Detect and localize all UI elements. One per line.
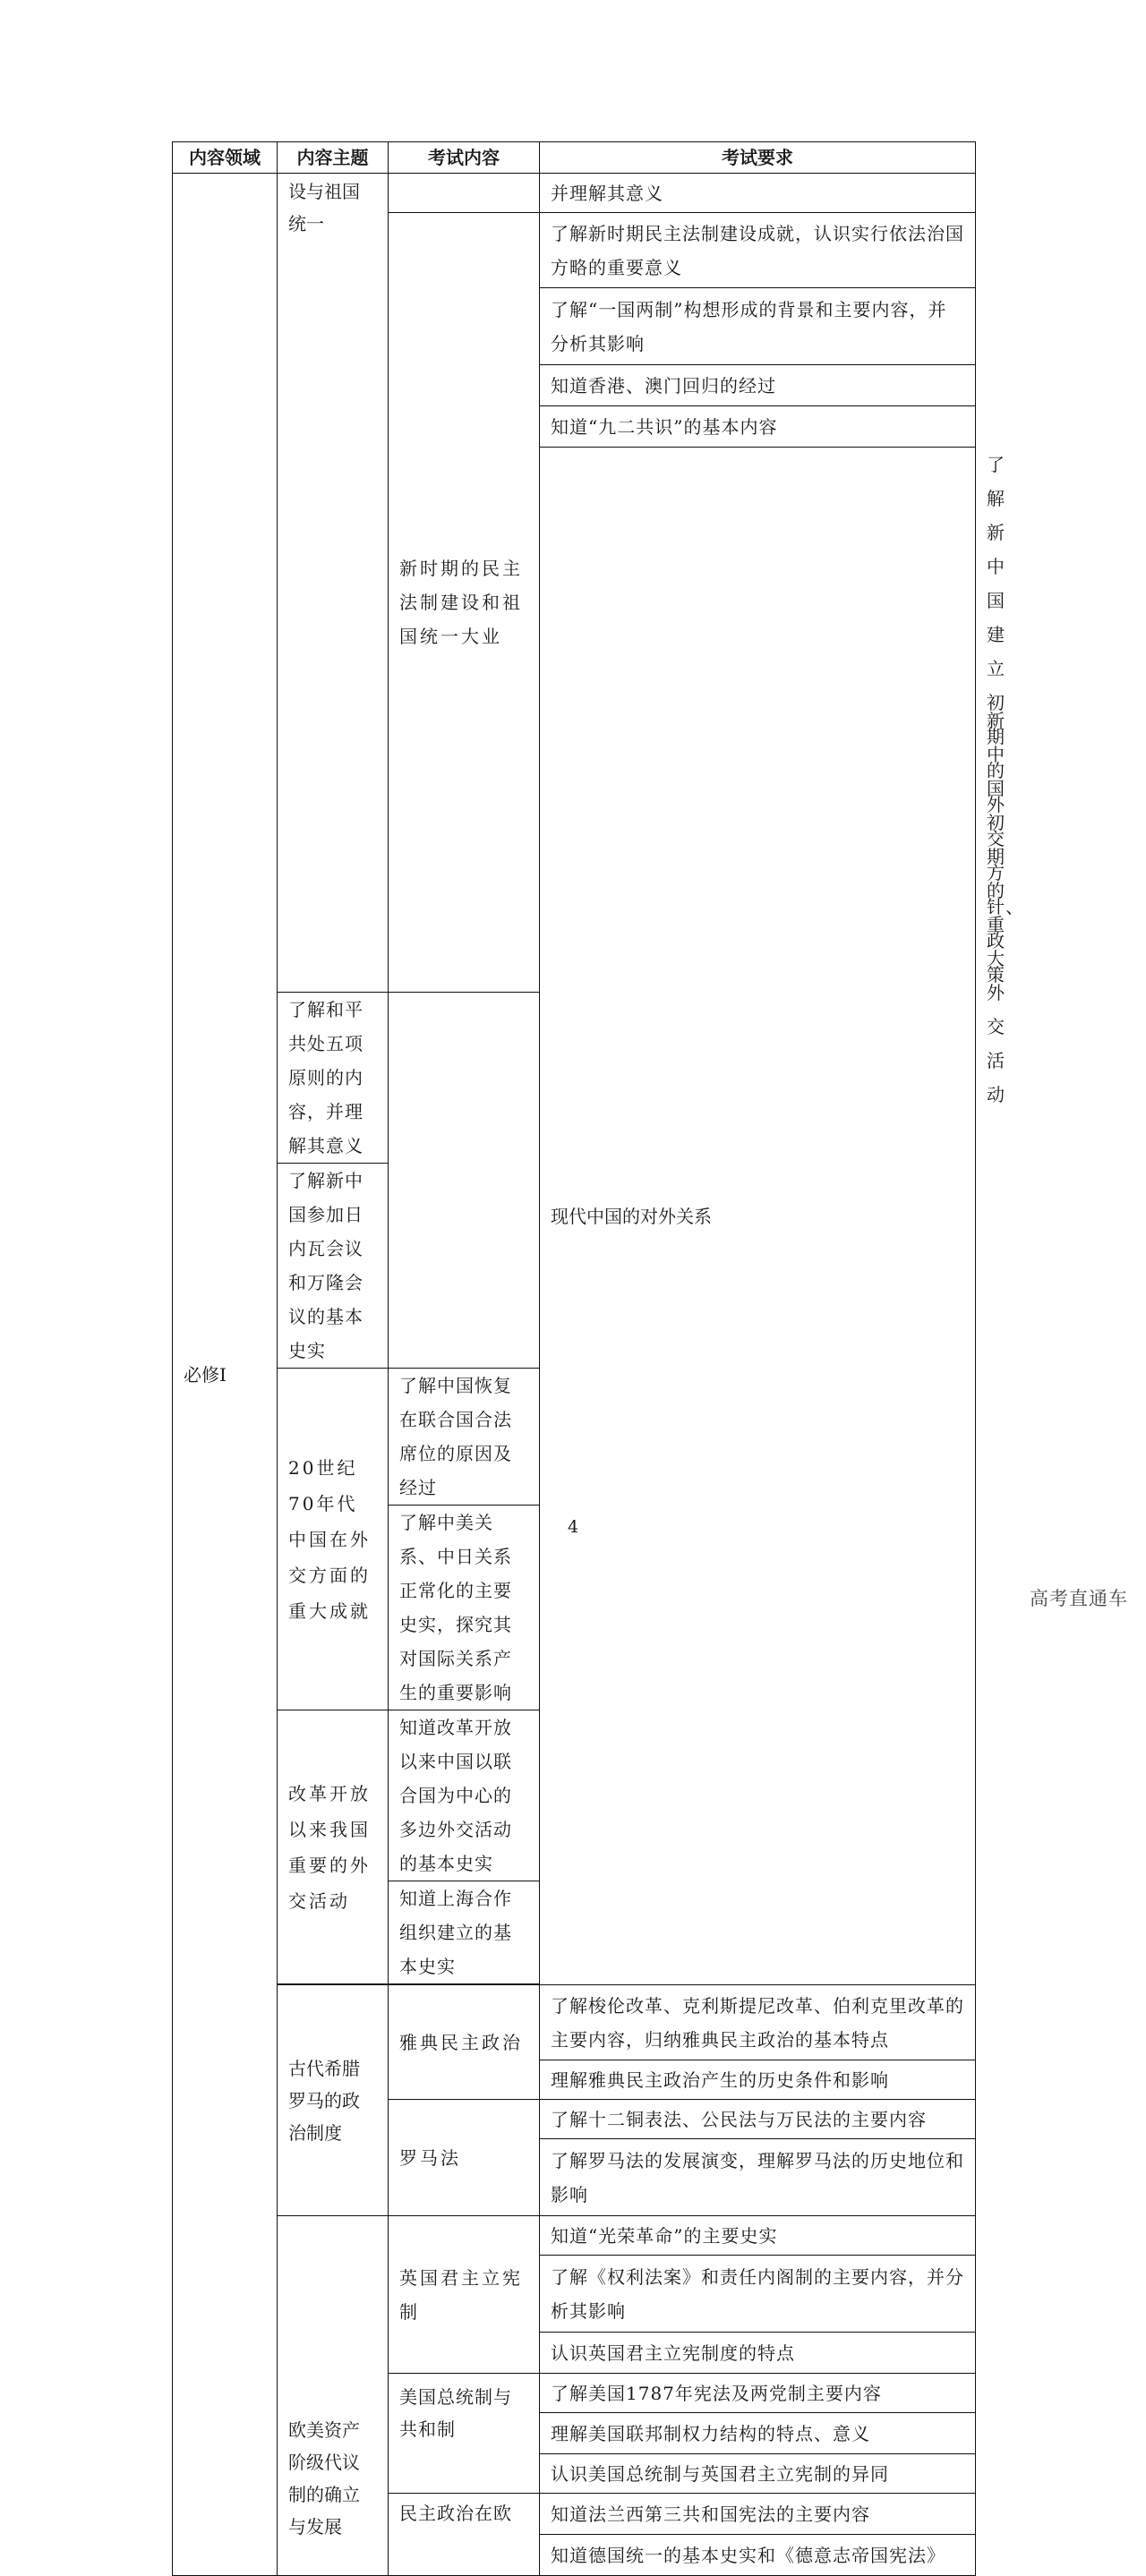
item-cell: 英国君主立宪制 bbox=[389, 2216, 540, 2374]
table-row bbox=[173, 174, 976, 213]
requirement-cell: 了解美国1787年宪法及两党制主要内容 bbox=[540, 2374, 976, 2413]
topic-cell: 古代希腊罗马的政治制度 bbox=[278, 1985, 389, 2216]
table-row bbox=[173, 2216, 976, 2256]
requirement-cell: 认识美国总统制与英国君主立宪制的异同 bbox=[540, 2454, 976, 2494]
requirement-cell: 了解中国恢复在联合国合法席位的原因及经过 bbox=[389, 1369, 540, 1506]
requirement-cell: 了解新中国参加日内瓦会议和万隆会议的基本史实 bbox=[278, 1164, 389, 1369]
requirement-cell: 知道香港、澳门回归的经过 bbox=[540, 365, 976, 406]
domain-cell: 必修Ⅰ bbox=[173, 174, 278, 2576]
requirement-cell: 了解梭伦改革、克利斯提尼改革、伯利克里改革的主要内容，归纳雅典民主政治的基本特点 bbox=[540, 1985, 976, 2060]
page-number: 4 bbox=[567, 1517, 579, 1537]
table-row: 现代中国的对外关系 新中国初期的重大外交活动 了解新中国建立初期的外交方针、政策 bbox=[173, 448, 976, 993]
topic-cell: 欧美资产阶级代议制的确立与发展 bbox=[278, 2216, 389, 2576]
header-content: 考试内容 bbox=[389, 142, 540, 174]
table-header-row bbox=[173, 142, 976, 174]
requirement-cell: 知道上海合作组织建立的基本史实 bbox=[389, 1881, 540, 1984]
item-cell: 改革开放以来我国重要的外交活动 bbox=[278, 1710, 389, 1984]
requirement-cell: 并理解其意义 bbox=[540, 174, 976, 213]
requirement-cell: 了解中美关系、中日关系正常化的主要史实，探究其对国际关系产生的重要影响 bbox=[389, 1506, 540, 1710]
item-cell: 民主政治在欧 bbox=[389, 2494, 540, 2576]
requirement-cell: 知道“光荣革命”的主要史实 bbox=[540, 2216, 976, 2256]
requirement-cell: 了解《权利法案》和责任内阁制的主要内容，并分析其影响 bbox=[540, 2256, 976, 2333]
item-cell bbox=[389, 174, 540, 213]
topic-cell: 现代中国的对外关系 bbox=[540, 448, 976, 1985]
requirement-cell: 知道法兰西第三共和国宪法的主要内容 bbox=[540, 2494, 976, 2535]
table-row bbox=[173, 1985, 976, 2060]
item-cell: 罗马法 bbox=[389, 2100, 540, 2216]
requirement-cell: 知道“九二共识”的基本内容 bbox=[540, 406, 976, 448]
requirement-cell: 了解“一国两制”构想形成的背景和主要内容，并分析其影响 bbox=[540, 288, 976, 365]
item-cell: 美国总统制与共和制 bbox=[389, 2374, 540, 2494]
requirement-cell: 了解新时期民主法制建设成就，认识实行依法治国方略的重要意义 bbox=[540, 213, 976, 288]
requirement-cell: 知道德国统一的基本史实和《德意志帝国宪法》 bbox=[540, 2535, 976, 2576]
header-domain: 内容领域 bbox=[173, 142, 278, 174]
item-cell: 雅典民主政治 bbox=[389, 1985, 540, 2100]
requirement-cell: 理解雅典民主政治产生的历史条件和影响 bbox=[540, 2060, 976, 2100]
requirement-cell: 理解美国联邦制权力结构的特点、意义 bbox=[540, 2413, 976, 2454]
requirement-cell: 了解十二铜表法、公民法与万民法的主要内容 bbox=[540, 2100, 976, 2139]
requirement-cell: 认识英国君主立宪制度的特点 bbox=[540, 2333, 976, 2374]
topic-cell: 设与祖国统一 bbox=[278, 174, 389, 993]
item-cell: 新时期的民主法制建设和祖国统一大业 bbox=[389, 213, 540, 993]
header-topic: 内容主题 bbox=[278, 142, 389, 174]
watermark-text: 高考直通车 bbox=[1030, 1588, 1128, 1609]
requirement-cell: 了解和平共处五项原则的内容，并理解其意义 bbox=[278, 993, 389, 1164]
item-cell: 20世纪70年代中国在外交方面的重大成就 bbox=[278, 1369, 389, 1710]
requirement-cell: 知道改革开放以来中国以联合国为中心的多边外交活动的基本史实 bbox=[389, 1710, 540, 1881]
header-requirement: 考试要求 bbox=[540, 142, 976, 174]
exam-requirements-table bbox=[172, 141, 1024, 2576]
requirement-cell: 了解罗马法的发展演变，理解罗马法的历史地位和影响 bbox=[540, 2139, 976, 2216]
